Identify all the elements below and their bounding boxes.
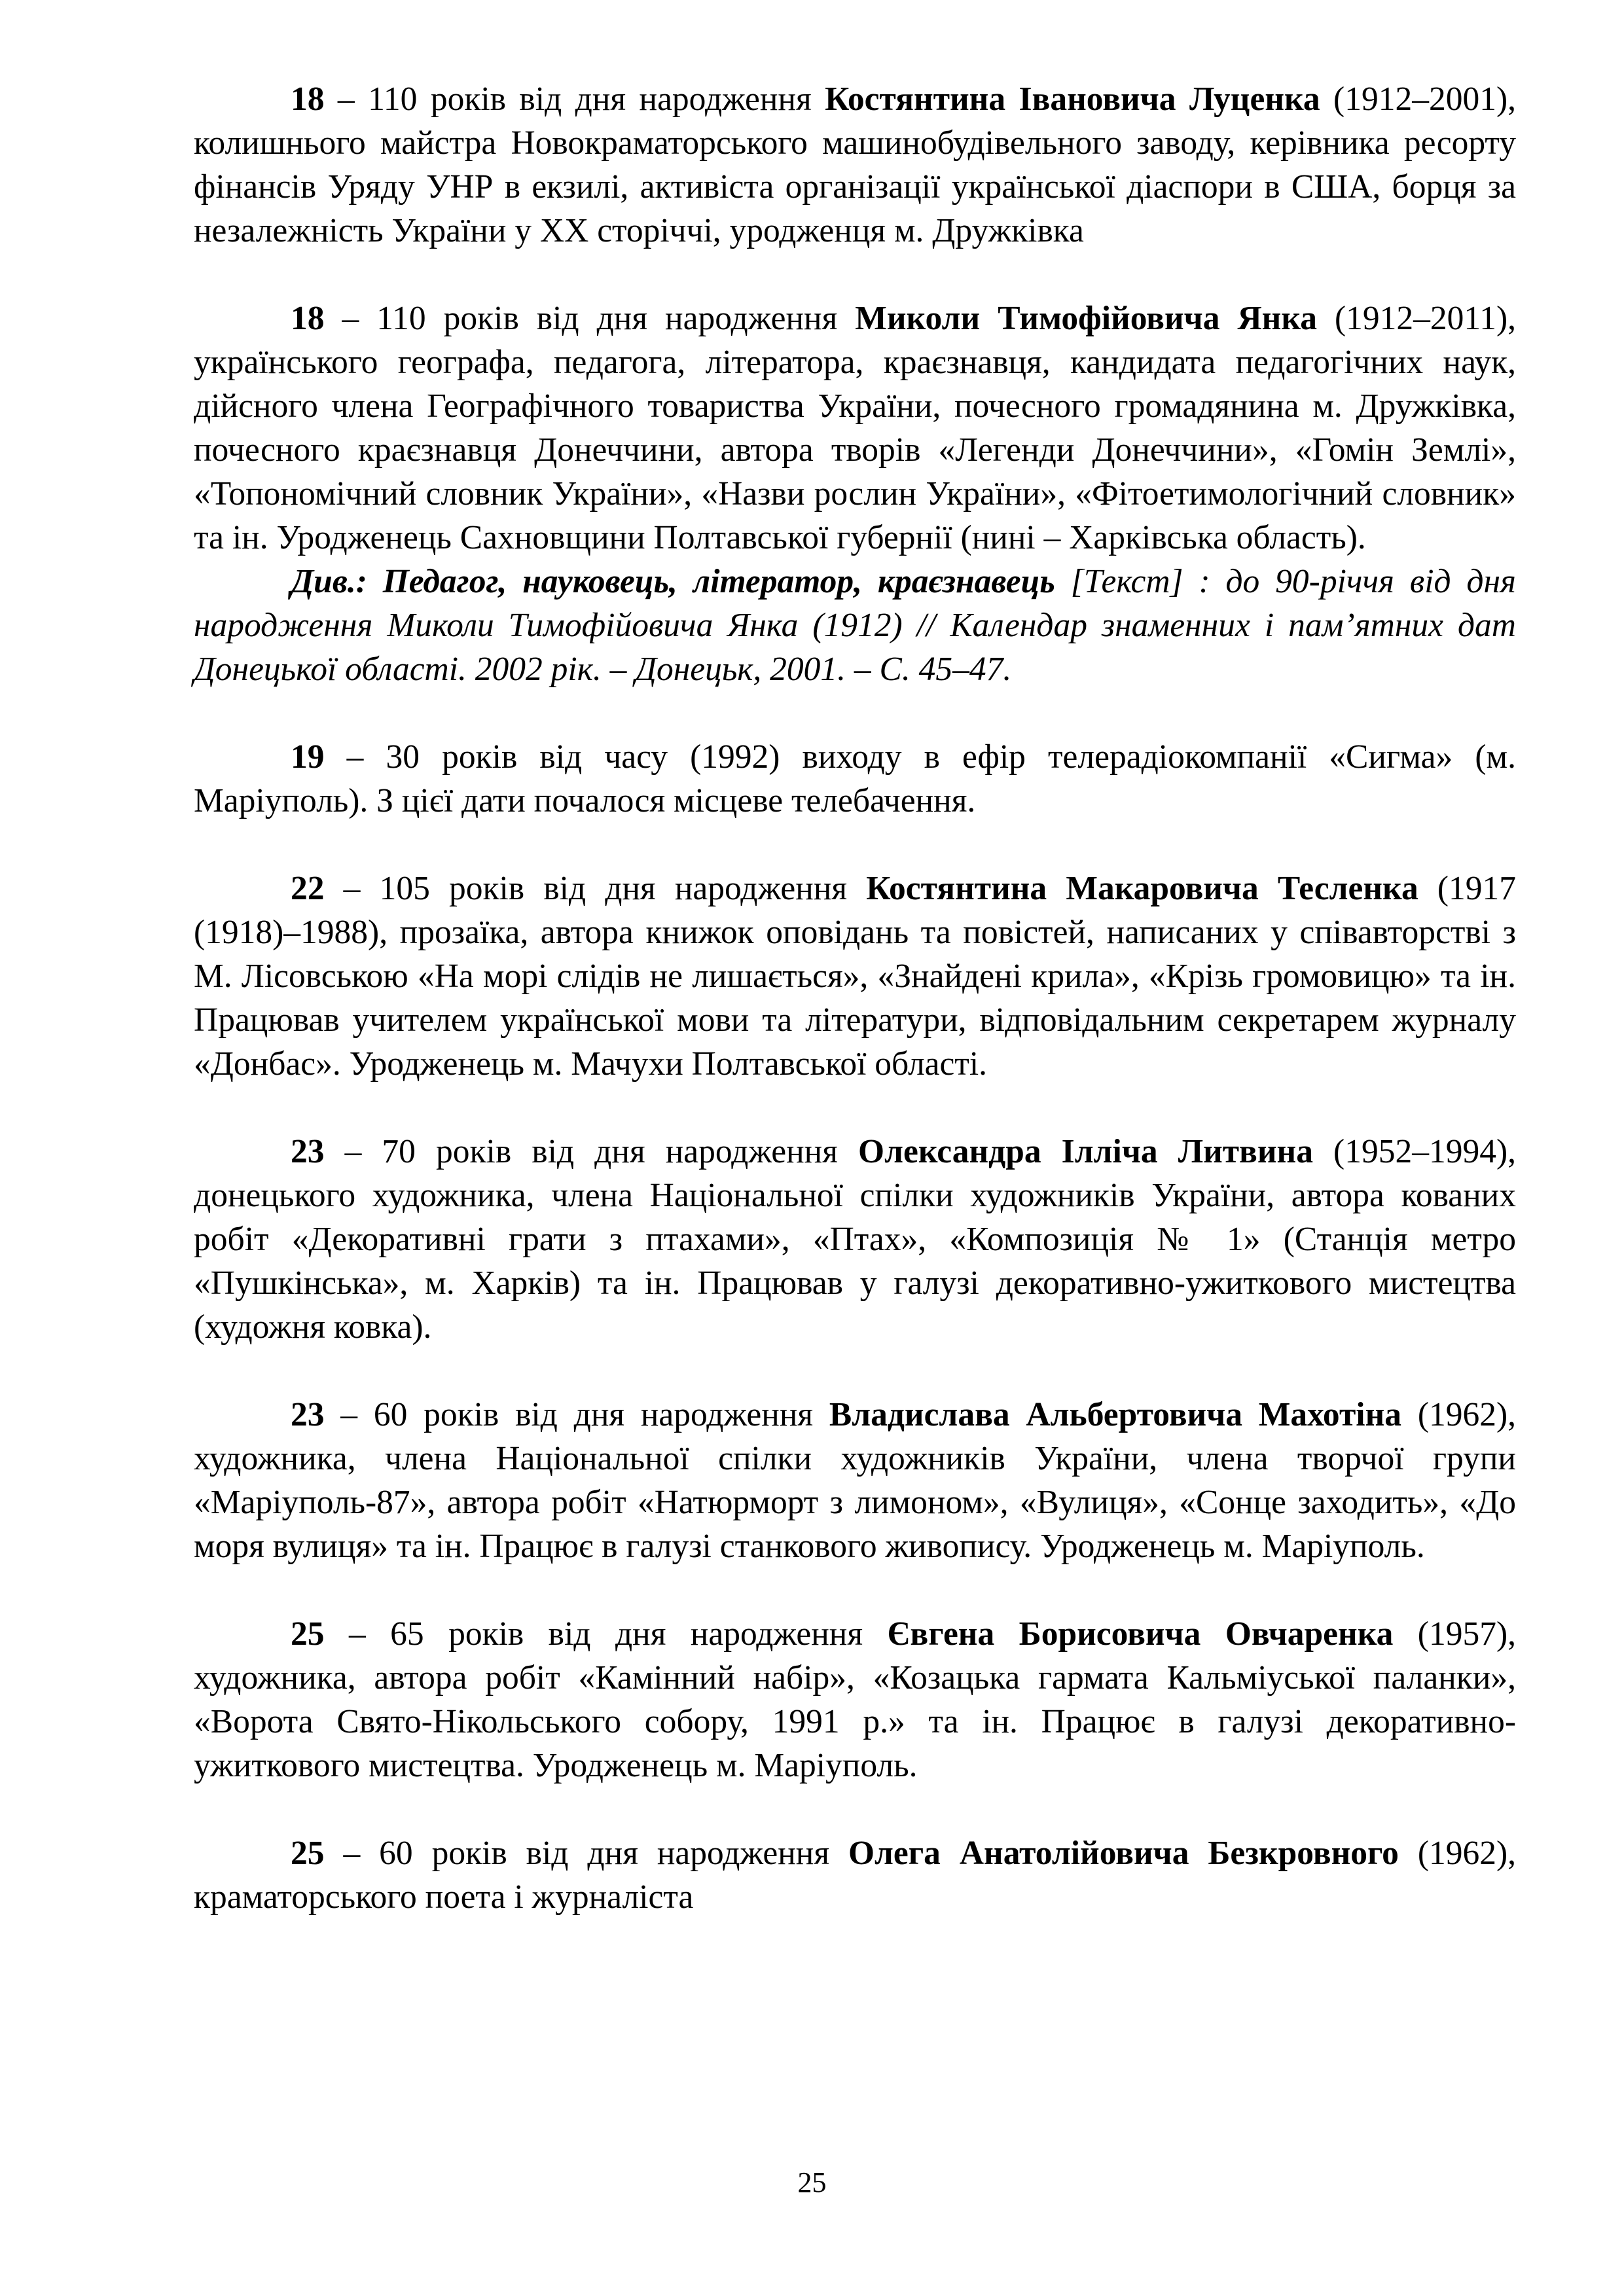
entry-description: (1957), художника, автора робіт «Камінний набір», «Козацька гармата Кальміуської паланки», «Ворота Свято-Нікольського собору, 1991 р.» та ін. Працює в галузі декоративно-ужиткового мистецтва. Уродженець м. Маріуполь.	[194, 1615, 1516, 1784]
entry-description: (1962), художника, члена Національної спілки художників України, члена творчої групи «Маріуполь-87», автора робіт «Натюрморт з лимоном», «Вулиця», «Сонце заходить», «До моря вулиця» та ін. Працює в галузі станкового живопису. Уродженець м. Маріуполь.	[194, 1396, 1516, 1565]
entry-person-name: Олега Анатолійовича Безкровного	[848, 1835, 1399, 1872]
calendar-entry-makhotin	[194, 1393, 1516, 1568]
entry-day: 23	[291, 1396, 325, 1433]
reference-citation: [Текст] : до 90-річчя від дня народження Миколи Тимофійовича Янка (1912) // Календар знаменних і пам’ятних дат Донецької області. 2002 рік. – Донецьк, 2001. – С. 45–47.	[194, 563, 1516, 688]
calendar-entry-bezkrovnyi	[194, 1831, 1516, 1919]
calendar-entry-lytvyn	[194, 1130, 1516, 1349]
entry-prefix: – 110 років від дня народження	[324, 300, 856, 337]
entry-day: 22	[291, 870, 325, 907]
entry-prefix: – 30 років від часу (1992) виходу в ефір телерадіокомпанії «Сигма» (м. Маріуполь). З цієї дати почалося місцеве телебачення.	[194, 738, 1516, 819]
entry-day: 25	[291, 1615, 325, 1653]
entry-person-name: Костянтина Івановича Луценка	[825, 81, 1320, 118]
entry-day: 18	[291, 81, 325, 118]
entry-person-name: Владислава Альбертовича Махотіна	[829, 1396, 1402, 1433]
entry-person-name: Костянтина Макаровича Тесленка	[866, 870, 1418, 907]
calendar-entry-teslenko	[194, 867, 1516, 1086]
entry-person-name: Євгена Борисовича Овчаренка	[887, 1615, 1394, 1653]
calendar-entry-yanko	[194, 296, 1516, 560]
entry-prefix: – 70 років від дня народження	[324, 1133, 859, 1170]
entry-prefix: – 105 років від дня народження	[324, 870, 867, 907]
entry-day: 19	[291, 738, 325, 776]
calendar-entry-sigma	[194, 735, 1516, 823]
entry-description: (1917 (1918)–1988), прозаїка, автора книжок оповідань та повістей, написаних у співавторстві з М. Лісовською «На морі слідів не лишається», «Знайдені крила», «Крізь громовицю» та ін. Працював учителем української мови та літератури, відповідальним секретарем журналу «Донбас». Уродженець м. Мачухи Полтавської області.	[194, 870, 1517, 1083]
entry-prefix: – 60 років від дня народження	[324, 1396, 829, 1433]
reference-lead: Див.: Педагог, науковець, літератор, краєзнавець	[291, 563, 1055, 600]
entry-description: (1952–1994), донецького художника, члена Національної спілки художників України, автора кованих робіт «Декоративні грати з птахами», «Птах», «Композиція № 1» (Станція метро «Пушкінська», м. Харків) та ін. Працював у галузі декоративно-ужиткового мистецтва (художня ковка).	[194, 1133, 1516, 1346]
entry-day: 25	[291, 1835, 325, 1872]
entry-prefix: – 65 років від дня народження	[324, 1615, 888, 1653]
entry-day: 18	[291, 300, 325, 337]
entry-description: (1912–2011), українського географа, педагога, літератора, краєзнавця, кандидата педагогічних наук, дійсного члена Географічного товариства України, почесного громадянина м. Дружківка, почесного краєзнавця Донеччини, автора творів «Легенди Донеччини», «Гомін Землі», «Топономічний словник України», «Назви рослин України», «Фітоетимологічний словник» та ін. Уродженець Сахновщини Полтавської губернії (нині – Харківська область).	[194, 300, 1516, 556]
entry-day: 23	[291, 1133, 325, 1170]
entry-person-name: Миколи Тимофійовича Янка	[855, 300, 1317, 337]
page-number: 25	[797, 2166, 827, 2198]
entry-person-name: Олександра Ілліча Литвина	[858, 1133, 1313, 1170]
entry-description: (1962), краматорського поета і журналіста	[194, 1835, 1516, 1916]
calendar-entry-lutsenko	[194, 77, 1516, 253]
entry-prefix: – 60 років від дня народження	[324, 1835, 848, 1872]
reference-note	[194, 560, 1516, 691]
document-body	[194, 77, 1516, 1963]
calendar-entry-ovcharenko	[194, 1612, 1516, 1787]
entry-prefix: – 110 років від дня народження	[324, 81, 825, 118]
entry-description: (1912–2001), колишнього майстра Новокраматорського машинобудівельного заводу, керівника ресорту фінансів Уряду УНР в екзилі, активіста організації української діаспори в США, борця за незалежність України у ХХ сторіччі, уродженця м. Дружківка	[194, 81, 1516, 249]
